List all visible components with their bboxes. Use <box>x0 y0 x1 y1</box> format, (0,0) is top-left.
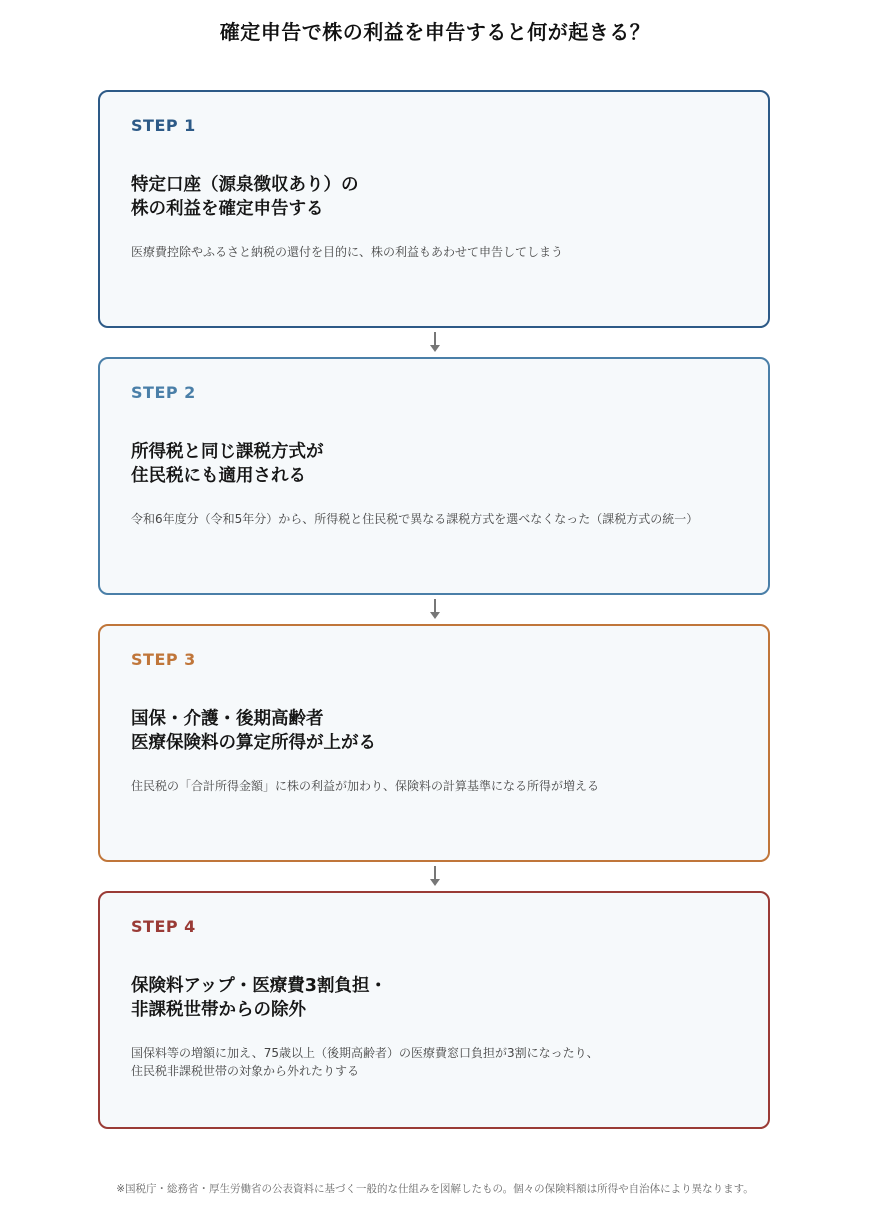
step-description-line: 国保料等の増額に加え、75歳以上（後期高齢者）の医療費窓口負担が3割になったり、 <box>131 1046 599 1060</box>
down-arrow-icon <box>428 331 442 355</box>
step-description <box>131 510 751 528</box>
step-description-line: 医療費控除やふるさと納税の還付を目的に、株の利益もあわせて申告してしまう <box>131 245 564 259</box>
step-label: STEP 4 <box>131 917 196 936</box>
step-description-line: 住民税非課税世帯の対象から外れたりする <box>131 1064 360 1078</box>
step-heading-line: 所得税と同じ課税方式が <box>131 442 324 462</box>
down-arrow-icon <box>428 865 442 889</box>
step-heading <box>131 707 731 755</box>
step-card-4 <box>98 891 770 1129</box>
step-description-line: 住民税の「合計所得金額」に株の利益が加わり、保険料の計算基準になる所得が増える <box>131 779 600 793</box>
step-heading-line: 非課税世帯からの除外 <box>131 1000 306 1020</box>
step-description <box>131 1044 751 1080</box>
step-heading <box>131 173 731 221</box>
step-heading-line: 株の利益を確定申告する <box>131 199 324 219</box>
step-heading-line: 保険料アップ・医療費3割負担・ <box>131 976 387 996</box>
step-card-1 <box>98 90 770 328</box>
step-card-3 <box>98 624 770 862</box>
step-label: STEP 1 <box>131 116 196 135</box>
page-title: 確定申告で株の利益を申告すると何が起きる？ <box>219 20 651 44</box>
step-heading-line: 特定口座（源泉徴収あり）の <box>131 175 359 195</box>
footnote: ※国税庁・総務省・厚生労働省の公表資料に基づく一般的な仕組みを図解したもの。個々の保険料額は所得や自治体により異なります。 <box>116 1183 754 1195</box>
step-label: STEP 3 <box>131 650 196 669</box>
step-description <box>131 243 751 261</box>
step-label: STEP 2 <box>131 383 196 402</box>
step-heading <box>131 440 731 488</box>
step-heading-line: 医療保険料の算定所得が上がる <box>131 733 376 753</box>
step-heading <box>131 974 731 1022</box>
step-card-2 <box>98 357 770 595</box>
step-heading-line: 国保・介護・後期高齢者 <box>131 709 324 729</box>
down-arrow-icon <box>428 598 442 622</box>
step-description <box>131 777 751 795</box>
step-description-line: 令和6年度分（令和5年分）から、所得税と住民税で異なる課税方式を選べなくなった（課税方式の統一） <box>131 512 699 526</box>
step-heading-line: 住民税にも適用される <box>131 466 306 486</box>
